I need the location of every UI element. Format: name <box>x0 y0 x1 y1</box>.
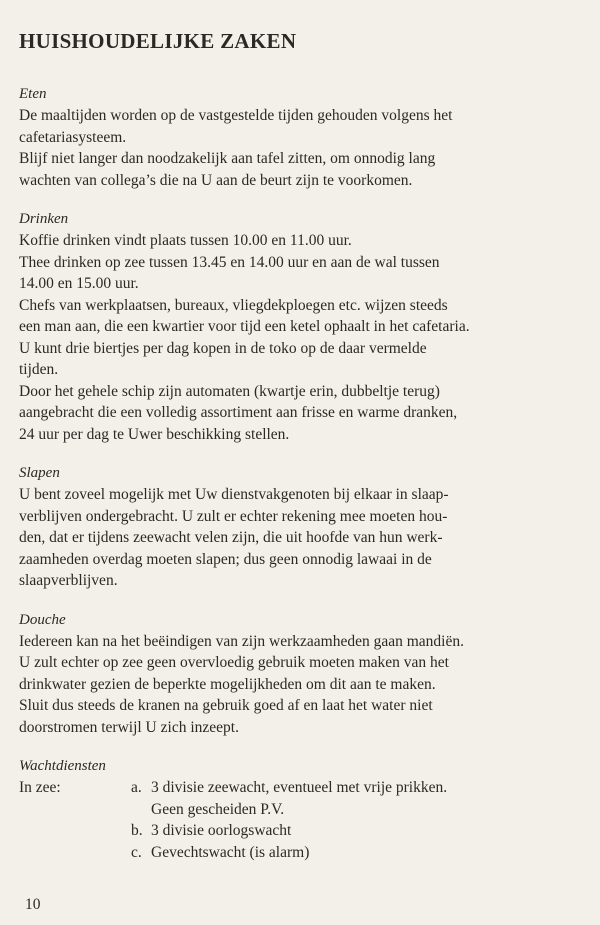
text-line: zaamheden overdag moeten slapen; dus geen onnodig lawaai in de <box>19 550 432 568</box>
section-text <box>19 631 578 739</box>
list-marker: a. <box>131 779 142 796</box>
section-heading: Douche <box>19 611 66 628</box>
section-douche <box>19 611 578 739</box>
section-heading: Slapen <box>19 465 60 481</box>
section-slapen <box>19 464 578 592</box>
section-text <box>19 230 578 445</box>
list-item-text: 3 divisie zeewacht, eventueel met vrije prikken. <box>151 779 448 796</box>
watch-schedule <box>19 777 578 863</box>
text-line: 14.00 en 15.00 uur. <box>19 275 139 292</box>
list-marker: b. <box>131 822 143 839</box>
text-line: Koffie drinken vindt plaats tussen 10.00 en 11.00 uur. <box>19 232 352 249</box>
section-heading: Eten <box>19 86 47 102</box>
section-wachtdiensten <box>19 757 578 863</box>
section-eten <box>19 85 578 191</box>
text-line: U zult echter op zee geen overvloedig gebruik moeten maken van het <box>19 654 449 671</box>
section-heading: Wachtdiensten <box>19 758 106 774</box>
text-line: Sluit dus steeds de kranen na gebruik goed af en laat het water niet <box>19 697 433 714</box>
text-line: doorstromen terwijl U zich inzeept. <box>19 718 239 736</box>
list-item-text: Gevechtswacht (is alarm) <box>151 843 310 861</box>
list-marker: c. <box>131 843 142 861</box>
text-line: tijden. <box>19 361 59 378</box>
section-text <box>19 484 578 592</box>
text-line: slaapverblijven. <box>19 572 118 589</box>
text-line: Iedereen kan na het beëindigen van zijn werkzaamheden gaan mandiën. <box>19 632 464 650</box>
text-line: De maaltijden worden op de vastgestelde tijden gehouden volgens het <box>19 107 453 124</box>
text-line: verblijven ondergebracht. U zult er echter rekening mee moeten hou- <box>19 507 448 525</box>
text-line: aangebracht die een volledig assortiment aan frisse en warme dranken, <box>19 404 458 421</box>
schedule-label: In zee: <box>19 779 61 796</box>
section-text <box>19 105 578 191</box>
page-title: HUISHOUDELIJKE ZAKEN <box>19 29 297 53</box>
text-line: Blijf niet langer dan noodzakelijk aan tafel zitten, om onnodig lang <box>19 150 436 167</box>
text-line: U kunt drie biertjes per dag kopen in de toko op de daar vermelde <box>19 339 427 357</box>
list-item-continuation: Geen gescheiden P.V. <box>151 800 285 818</box>
text-line: wachten van collega’s die na U aan de beurt zijn te voorkomen. <box>19 171 413 189</box>
text-line: drinkwater gezien de beperkte mogelijkheden om dit aan te maken. <box>19 675 436 693</box>
text-line: Thee drinken op zee tussen 13.45 en 14.00 uur en aan de wal tussen <box>19 253 440 271</box>
text-line: Door het gehele schip zijn automaten (kwartje erin, dubbeltje terug) <box>19 382 440 400</box>
page-number: 10 <box>25 896 41 913</box>
text-line: 24 uur per dag te Uwer beschikking stellen. <box>19 425 290 443</box>
text-line: Chefs van werkplaatsen, bureaux, vliegdekploegen etc. wijzen steeds <box>19 296 448 314</box>
section-drinken <box>19 210 578 445</box>
schedule-row <box>19 777 578 799</box>
text-line: cafetariasysteem. <box>19 128 127 146</box>
text-line: den, dat er tijdens zeewacht velen zijn, die uit hoofde van hun werk- <box>19 529 443 546</box>
schedule-row <box>19 820 578 842</box>
schedule-row <box>19 842 578 864</box>
section-heading: Drinken <box>19 211 69 227</box>
text-line: een man aan, die een kwartier voor tijd een ketel ophaalt in het cafetaria. <box>19 318 470 335</box>
list-item-text: 3 divisie oorlogswacht <box>151 822 292 839</box>
text-line: U bent zoveel mogelijk met Uw dienstvakgenoten bij elkaar in slaap- <box>19 486 449 503</box>
